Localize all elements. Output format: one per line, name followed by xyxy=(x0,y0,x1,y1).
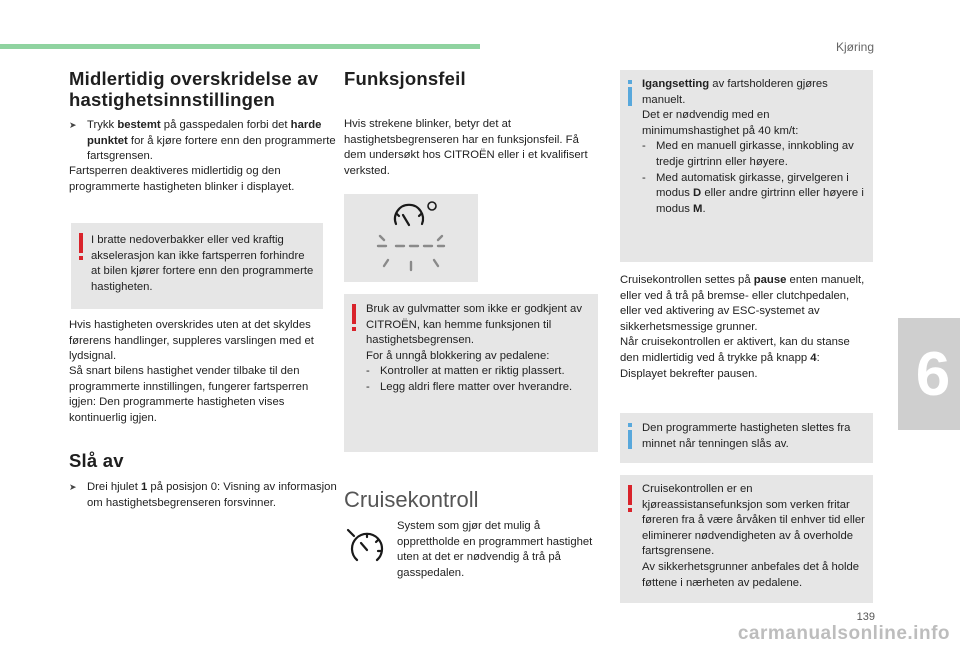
list-item: - Med en manuell girkasse, innkobling av tredje girtrinn eller høyere. xyxy=(642,140,854,168)
heading-switch-off: Slå av xyxy=(69,450,124,471)
para-pause: Cruisekontrollen settes på pause enten manuelt, eller ved å trå på bremse- eller clutchpedalen, eller ved aktivering av ESC-systemet av sikkerhetsmessige grunner. Når cruisekontrollen er aktivert, kan du stanse den midlertidig ved å trykke på knapp 4: Displayet bekrefter pausen. xyxy=(620,274,865,380)
heading-cruise-control: Cruisekontroll xyxy=(344,487,479,512)
para-malfunction: Hvis strekene blinker, betyr det at hastighetsbegrenseren har en funksjonsfeil. Få dem undersøkt hos CITROËN eller i et kvalifisert verksted. xyxy=(344,118,588,177)
warning-floor-mats-text: Bruk av gulvmatter som ikke er godkjent av CITROËN, kan hemme funksjonen til hastighetsbegrensen. For å unngå blokkering av pedalene: - Kontroller at matten er riktig plassert. - Legg aldri flere matter over hverandre. xyxy=(366,302,592,396)
list-item: - Med automatisk girkasse, girvelgeren i modus D eller andre girtrinn eller høyere i modus M. xyxy=(642,171,864,215)
warning-exclamation-icon xyxy=(628,485,632,515)
info-box-activation xyxy=(620,70,873,262)
para-sound-signal: Hvis hastigheten overskrides uten at det skyldes førerens handlinger, suppleres varslingen med et lydsignal. xyxy=(69,319,314,363)
warning-box-assistance xyxy=(620,475,873,603)
warning-exclamation-icon xyxy=(79,233,83,263)
speed-limiter-fault-icon xyxy=(344,194,478,282)
bullet-turn-wheel: ➤ Drei hjulet 1 på posisjon 0: Visning av informasjon om hastighetsbegrenseren forsvinner. xyxy=(69,481,337,509)
page-number: 139 xyxy=(856,611,875,623)
cruise-control-description: System som gjør det mulig å opprettholde en programmert hastighet uten at det er nødvendig å trå på gasspedalen. xyxy=(397,520,593,579)
info-icon xyxy=(628,80,632,110)
warning-downhill-text: I bratte nedoverbakker eller ved kraftig akselerasjon kan ikke fartsperren forhindre at bilen kjører fortere enn den programmerte hastigheten. xyxy=(91,234,314,293)
info-activation-text: Igangsetting av fartsholderen gjøres manuelt. Det er nødvendig med en minimumshastighet på 40 km/t: - Med en manuell girkasse, innkobling av tredje girtrinn eller høyere. - Med automatisk girkasse, girvelgeren i modus D eller andre girtrinn eller høyere i modus M. xyxy=(642,77,867,217)
warning-box-downhill xyxy=(71,223,323,309)
warning-exclamation-icon xyxy=(352,304,356,334)
heading-override-line2: hastighetsinnstillingen xyxy=(69,89,276,110)
section-label: Kjøring xyxy=(835,40,874,54)
info-memory-text: Den programmerte hastigheten slettes fra minnet når tenningen slås av. xyxy=(642,422,851,450)
list-item: - Kontroller at matten er riktig plassert. xyxy=(366,365,565,378)
arrow-bullet-icon: ➤ xyxy=(69,120,77,130)
heading-malfunction: Funksjonsfeil xyxy=(344,68,466,89)
watermark: carmanualsonline.info xyxy=(737,623,950,644)
col1-title xyxy=(69,68,329,110)
warning-assistance-text: Cruisekontrollen er en kjøreassistansefunksjon som verken fritar føreren fra å være årvåken til enhver tid eller eliminerer nødvendigheten av å overholde fartsgrensene. Av sikkerhetsgrunner anbefales det å holde føttene i nærheten av pedalene. xyxy=(642,483,865,589)
heading-override-line1: Midlertidig overskridelse av xyxy=(69,68,319,89)
list-item: - Legg aldri flere matter over hverandre. xyxy=(366,380,573,393)
para-resume: Så snart bilens hastighet vender tilbake til den programmerte innstillingen, fungerer fartsperren igjen: Den programmerte hastigheten vises kontinuerlig igjen. xyxy=(69,365,309,424)
bullet-press-accelerator: ➤ Trykk bestemt på gasspedalen forbi det harde punktet for å kjøre fortere enn den programmerte fartsgrensen. xyxy=(69,119,336,163)
info-icon xyxy=(628,423,632,453)
cruise-control-icon xyxy=(344,524,388,568)
para-deactivation: Fartsperren deaktiveres midlertidig og den programmerte hastigheten blinker i displayet. xyxy=(69,165,295,193)
chapter-tab: 6 xyxy=(898,318,960,430)
warning-box-floor-mats xyxy=(344,294,598,452)
arrow-bullet-icon: ➤ xyxy=(69,482,77,492)
top-accent-bar xyxy=(0,44,480,49)
info-box-memory xyxy=(620,413,873,463)
